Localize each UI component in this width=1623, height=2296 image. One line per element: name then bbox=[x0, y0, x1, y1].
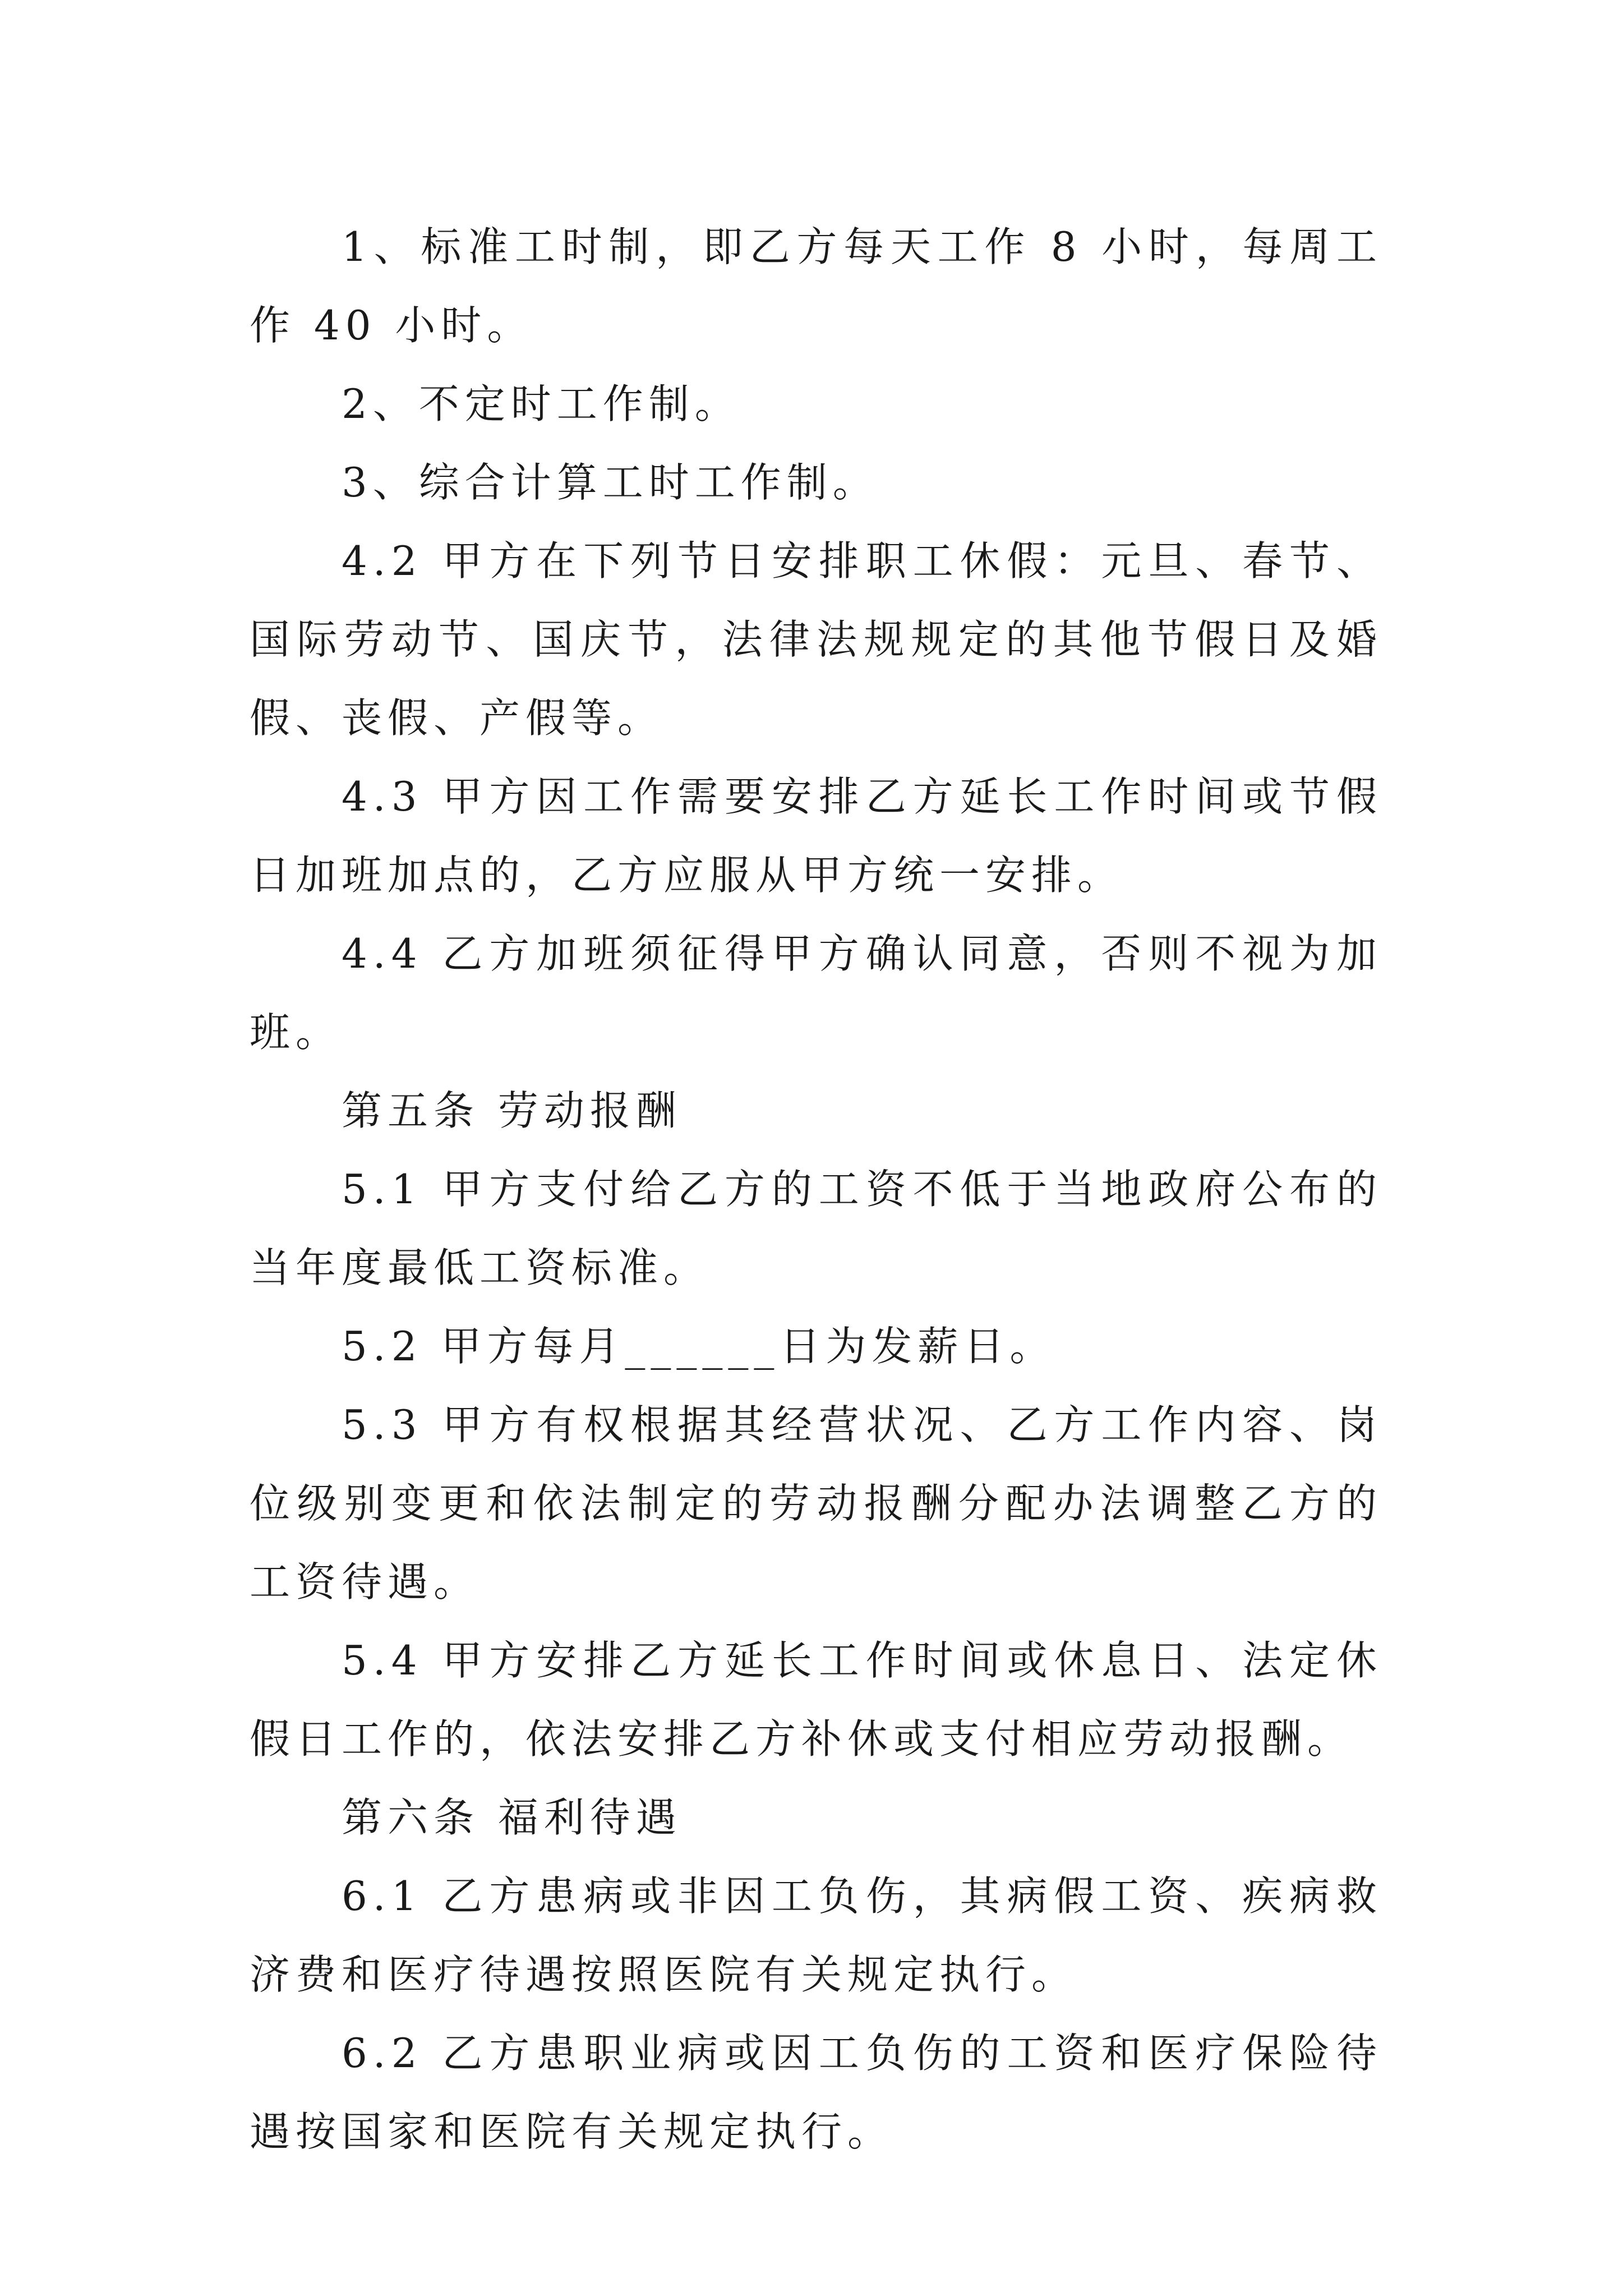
paragraph-6-2-occupational-injury: 6.2 乙方患职业病或因工负伤的工资和医疗保险待遇按国家和医院有关规定执行。 bbox=[250, 2030, 1382, 2155]
paragraph-5-2-payday: 5.2 甲方每月______日为发薪日。 bbox=[342, 1323, 1056, 1370]
paragraph-4-3-overtime: 4.3 甲方因工作需要安排乙方延长工作时间或节假日加班加点的，乙方应服从甲方统一安排。 bbox=[250, 773, 1382, 899]
paragraph-5-1-minimum-wage: 5.1 甲方支付给乙方的工资不低于当地政府公布的当年度最低工资标准。 bbox=[250, 1166, 1382, 1291]
paragraph-5-4-overtime-pay: 5.4 甲方安排乙方延长工作时间或休息日、法定休假日工作的，依法安排乙方补休或支付相应劳动报酬。 bbox=[250, 1637, 1382, 1763]
heading-article-5: 第五条 劳动报酬 bbox=[342, 1087, 682, 1134]
paragraph-work-hours-comprehensive: 3、综合计算工时工作制。 bbox=[342, 459, 879, 506]
paragraph-work-hours-standard: 1、标准工时制，即乙方每天工作 8 小时，每周工作 40 小时。 bbox=[250, 223, 1382, 349]
paragraph-5-3-salary-adjustment: 5.3 甲方有权根据其经营状况、乙方工作内容、岗位级别变更和依法制定的劳动报酬分配办法调整乙方的工资待遇。 bbox=[250, 1401, 1382, 1605]
heading-article-6: 第六条 福利待遇 bbox=[342, 1794, 682, 1841]
paragraph-6-1-sick-leave: 6.1 乙方患病或非因工负伤，其病假工资、疾病救济费和医疗待遇按照医院有关规定执行。 bbox=[250, 1872, 1382, 1998]
paragraph-4-2-holidays: 4.2 甲方在下列节日安排职工休假：元旦、春节、国际劳动节、国庆节，法律法规规定的其他节假日及婚假、丧假、产假等。 bbox=[250, 537, 1382, 742]
paragraph-work-hours-flexible: 2、不定时工作制。 bbox=[342, 380, 741, 427]
document-body bbox=[250, 208, 1382, 2171]
paragraph-4-4-overtime-approval: 4.4 乙方加班须征得甲方确认同意，否则不视为加班。 bbox=[250, 930, 1382, 1056]
